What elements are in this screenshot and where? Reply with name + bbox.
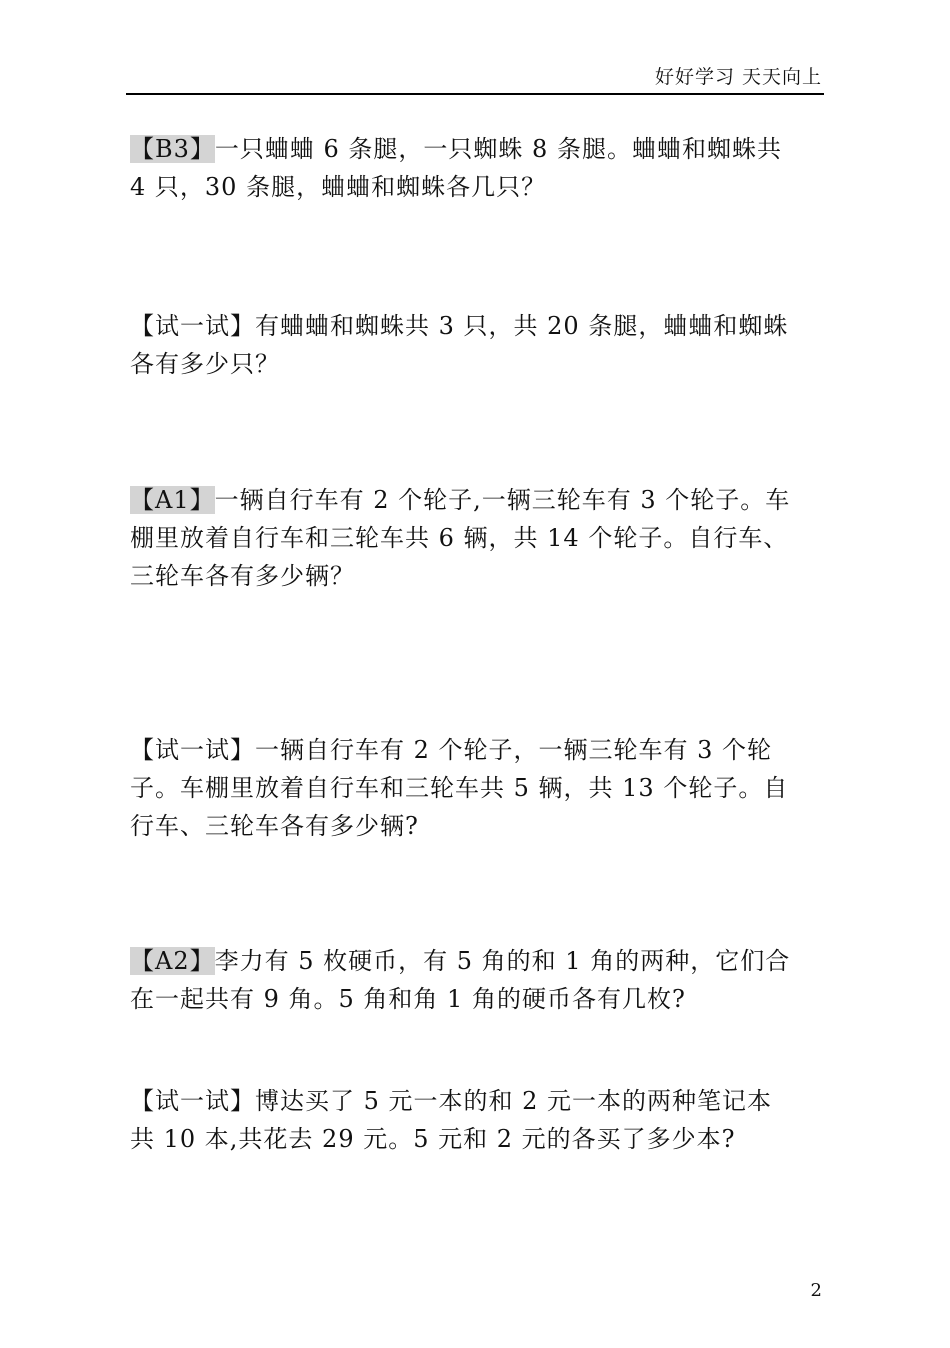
problem-try-3 <box>130 1082 830 1158</box>
problem-text: 博达买了 5 元一本的和 2 元一本的两种笔记本 <box>255 1087 773 1115</box>
problem-text: 棚里放着自行车和三轮车共 6 辆，共 14 个轮子。自行车、 <box>130 524 789 552</box>
page-number: 2 <box>810 1280 822 1301</box>
problem-tag: 【试一试】 <box>130 312 255 340</box>
header-rule <box>126 93 824 95</box>
problem-text: 李力有 5 枚硬币，有 5 角的和 1 角的两种，它们合 <box>214 947 791 975</box>
problem-try-1 <box>130 307 830 383</box>
problem-text: 行车、三轮车各有多少辆? <box>130 812 419 840</box>
problem-a1 <box>130 481 830 595</box>
problem-tag: 【试一试】 <box>130 1087 255 1115</box>
problem-text: 一辆自行车有 2 个轮子,一辆三轮车有 3 个轮子。车 <box>214 486 791 514</box>
problem-b3 <box>130 130 830 206</box>
problem-try-2 <box>130 731 830 845</box>
problem-line <box>130 1082 830 1120</box>
problem-text: 共 10 本,共花去 29 元。5 元和 2 元的各买了多少本? <box>130 1125 736 1153</box>
problem-line <box>130 130 830 168</box>
header-motto: 好好学习 天天向上 <box>654 66 822 88</box>
problem-line <box>130 481 830 519</box>
problem-tag: 【B3】 <box>130 135 215 163</box>
problem-text: 子。车棚里放着自行车和三轮车共 5 辆，共 13 个轮子。自 <box>130 774 789 802</box>
problem-line <box>130 731 830 769</box>
problem-text: 4 只，30 条腿，蛐蛐和蜘蛛各几只？ <box>130 173 547 201</box>
problem-tag: 【A1】 <box>130 486 215 514</box>
problem-a2 <box>130 942 830 1018</box>
problem-tag: 【A2】 <box>130 947 215 975</box>
problem-text: 一辆自行车有 2 个轮子，一辆三轮车有 3 个轮 <box>255 736 773 764</box>
problem-text: 各有多少只？ <box>130 350 280 378</box>
problem-line <box>130 942 830 980</box>
problem-text: 一只蛐蛐 6 条腿，一只蜘蛛 8 条腿。蛐蛐和蜘蛛共 <box>214 135 782 163</box>
page-header <box>126 62 824 92</box>
problem-tag: 【试一试】 <box>130 736 255 764</box>
problem-line <box>130 307 830 345</box>
problem-text: 在一起共有 9 角。5 角和角 1 角的硬币各有几枚? <box>130 985 686 1013</box>
problem-text: 三轮车各有多少辆？ <box>130 562 355 590</box>
problem-text: 有蛐蛐和蜘蛛共 3 只，共 20 条腿，蛐蛐和蜘蛛 <box>255 312 789 340</box>
